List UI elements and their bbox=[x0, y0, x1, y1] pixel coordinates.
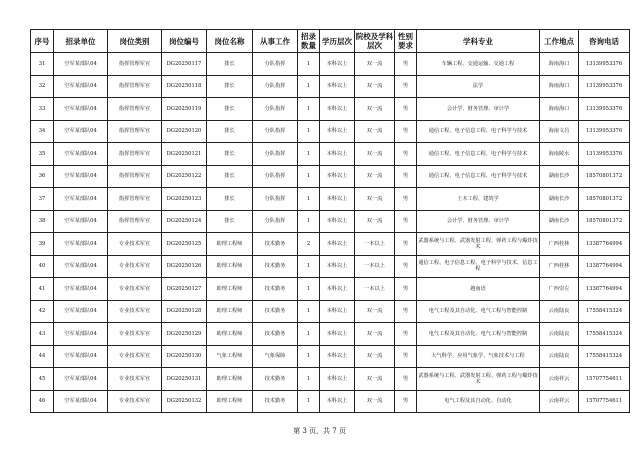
cell-post-name: 排长 bbox=[207, 75, 253, 98]
cell-location: 海南海口 bbox=[540, 75, 579, 98]
table-row bbox=[31, 165, 630, 188]
cell-education: 本科以上 bbox=[320, 210, 355, 233]
cell-gender: 男 bbox=[395, 143, 417, 166]
header-index: 序号 bbox=[31, 30, 54, 53]
cell-post-category: 指挥管理军官 bbox=[108, 75, 162, 98]
cell-school-level: 双一流 bbox=[355, 98, 395, 121]
cell-work: 技术勤务 bbox=[253, 390, 298, 413]
cell-index: 34 bbox=[31, 120, 54, 143]
cell-quantity: 1 bbox=[298, 255, 320, 278]
header-location: 工作地点 bbox=[540, 30, 579, 53]
cell-quantity: 1 bbox=[298, 278, 320, 301]
cell-location: 海南文昌 bbox=[540, 120, 579, 143]
cell-unit: 空军某部队04 bbox=[54, 53, 108, 76]
cell-phone: 18570801372 bbox=[579, 188, 630, 211]
cell-index: 44 bbox=[31, 345, 54, 368]
recruitment-table-page bbox=[30, 29, 630, 413]
cell-quantity: 1 bbox=[298, 390, 320, 413]
cell-post-category: 指挥管理军官 bbox=[108, 98, 162, 121]
table-row bbox=[31, 233, 630, 256]
cell-quantity: 1 bbox=[298, 98, 320, 121]
cell-major: 通信工程、电子信息工程、电子科学与技术 bbox=[417, 165, 540, 188]
cell-quantity: 1 bbox=[298, 188, 320, 211]
cell-post-code: DG20250123 bbox=[162, 188, 207, 211]
table-row bbox=[31, 278, 630, 301]
cell-unit: 空军某部队04 bbox=[54, 210, 108, 233]
cell-major: 法学 bbox=[417, 75, 540, 98]
cell-location: 海南陵水 bbox=[540, 143, 579, 166]
cell-post-category: 专业技术军官 bbox=[108, 345, 162, 368]
cell-index: 41 bbox=[31, 278, 54, 301]
cell-post-code: DG20250128 bbox=[162, 300, 207, 323]
cell-unit: 空军某部队04 bbox=[54, 323, 108, 346]
cell-gender: 男 bbox=[395, 368, 417, 391]
cell-index: 32 bbox=[31, 75, 54, 98]
cell-education: 本科以上 bbox=[320, 323, 355, 346]
cell-work: 技术勤务 bbox=[253, 278, 298, 301]
cell-post-code: DG20250120 bbox=[162, 120, 207, 143]
cell-post-name: 排长 bbox=[207, 165, 253, 188]
cell-post-name: 助理工程师 bbox=[207, 323, 253, 346]
cell-work: 分队指挥 bbox=[253, 75, 298, 98]
cell-location: 湖南长沙 bbox=[540, 165, 579, 188]
cell-post-name: 助理工程师 bbox=[207, 278, 253, 301]
cell-unit: 空军某部队04 bbox=[54, 368, 108, 391]
cell-post-name: 排长 bbox=[207, 53, 253, 76]
cell-post-category: 指挥管理军官 bbox=[108, 53, 162, 76]
cell-school-level: 双一流 bbox=[355, 323, 395, 346]
cell-phone: 13139953376 bbox=[579, 120, 630, 143]
cell-major: 土木工程、建筑学 bbox=[417, 188, 540, 211]
cell-index: 37 bbox=[31, 188, 54, 211]
table-row bbox=[31, 53, 630, 76]
table-row bbox=[31, 210, 630, 233]
cell-post-code: DG20250118 bbox=[162, 75, 207, 98]
table-row bbox=[31, 75, 630, 98]
cell-location: 海南海口 bbox=[540, 53, 579, 76]
cell-work: 气象保障 bbox=[253, 345, 298, 368]
cell-school-level: 双一流 bbox=[355, 210, 395, 233]
cell-post-category: 专业技术军官 bbox=[108, 368, 162, 391]
cell-post-code: DG20250117 bbox=[162, 53, 207, 76]
cell-phone: 13387764994 bbox=[579, 233, 630, 256]
cell-post-code: DG20250127 bbox=[162, 278, 207, 301]
cell-unit: 空军某部队04 bbox=[54, 165, 108, 188]
table-body bbox=[31, 53, 630, 413]
cell-major: 车辆工程、交通运输、交通工程 bbox=[417, 53, 540, 76]
cell-school-level: 双一流 bbox=[355, 390, 395, 413]
cell-unit: 空军某部队04 bbox=[54, 255, 108, 278]
table-row bbox=[31, 368, 630, 391]
cell-quantity: 1 bbox=[298, 53, 320, 76]
table-row bbox=[31, 255, 630, 278]
cell-index: 43 bbox=[31, 323, 54, 346]
page-footer: 第 3 页，共 7 页 bbox=[293, 427, 346, 435]
cell-education: 本科以上 bbox=[320, 120, 355, 143]
cell-post-code: DG20250124 bbox=[162, 210, 207, 233]
cell-work: 分队指挥 bbox=[253, 165, 298, 188]
cell-education: 本科以上 bbox=[320, 278, 355, 301]
cell-unit: 空军某部队04 bbox=[54, 143, 108, 166]
table-row bbox=[31, 390, 630, 413]
table-row bbox=[31, 120, 630, 143]
cell-major: 电气工程及其自动化、电气工程与智能控制 bbox=[417, 323, 540, 346]
cell-gender: 男 bbox=[395, 390, 417, 413]
cell-post-name: 助理工程师 bbox=[207, 233, 253, 256]
cell-major: 电气工程及其自动化、电气工程与智能控制 bbox=[417, 300, 540, 323]
cell-gender: 男 bbox=[395, 98, 417, 121]
cell-post-code: DG20250132 bbox=[162, 390, 207, 413]
table-row bbox=[31, 188, 630, 211]
cell-post-code: DG20250126 bbox=[162, 255, 207, 278]
cell-gender: 男 bbox=[395, 210, 417, 233]
cell-school-level: 一本以上 bbox=[355, 255, 395, 278]
cell-index: 40 bbox=[31, 255, 54, 278]
cell-post-category: 专业技术军官 bbox=[108, 323, 162, 346]
header-quantity: 招录数量 bbox=[298, 30, 320, 53]
cell-post-category: 专业技术军官 bbox=[108, 390, 162, 413]
cell-quantity: 1 bbox=[298, 165, 320, 188]
cell-post-code: DG20250119 bbox=[162, 98, 207, 121]
cell-phone: 15707754611 bbox=[579, 368, 630, 391]
cell-unit: 空军某部队04 bbox=[54, 75, 108, 98]
cell-location: 广西桂林 bbox=[540, 255, 579, 278]
cell-quantity: 1 bbox=[298, 300, 320, 323]
cell-index: 31 bbox=[31, 53, 54, 76]
cell-school-level: 双一流 bbox=[355, 368, 395, 391]
cell-school-level: 双一流 bbox=[355, 53, 395, 76]
cell-index: 35 bbox=[31, 143, 54, 166]
cell-phone: 13139953376 bbox=[579, 143, 630, 166]
cell-education: 本科以上 bbox=[320, 75, 355, 98]
header-post-category: 岗位类别 bbox=[108, 30, 162, 53]
cell-major: 武器系统与工程、武器发射工程、弹药工程与爆炸技术 bbox=[417, 233, 540, 256]
cell-index: 42 bbox=[31, 300, 54, 323]
cell-phone: 18570801372 bbox=[579, 210, 630, 233]
cell-post-name: 排长 bbox=[207, 210, 253, 233]
cell-work: 分队指挥 bbox=[253, 120, 298, 143]
cell-post-name: 助理工程师 bbox=[207, 300, 253, 323]
cell-quantity: 1 bbox=[298, 143, 320, 166]
cell-major: 会计学、财务管理、审计学 bbox=[417, 98, 540, 121]
cell-gender: 男 bbox=[395, 300, 417, 323]
cell-gender: 男 bbox=[395, 323, 417, 346]
cell-post-category: 专业技术军官 bbox=[108, 278, 162, 301]
cell-post-category: 指挥管理军官 bbox=[108, 165, 162, 188]
cell-work: 分队指挥 bbox=[253, 210, 298, 233]
cell-major: 武器系统与工程、武器发射工程、弹药工程与爆炸技术 bbox=[417, 368, 540, 391]
cell-post-code: DG20250125 bbox=[162, 233, 207, 256]
cell-work: 技术勤务 bbox=[253, 323, 298, 346]
cell-major: 通信工程、电子信息工程、电子科学与技术、信息工程 bbox=[417, 255, 540, 278]
cell-location: 湖南长沙 bbox=[540, 188, 579, 211]
cell-post-category: 指挥管理军官 bbox=[108, 120, 162, 143]
cell-post-code: DG20250131 bbox=[162, 368, 207, 391]
cell-unit: 空军某部队04 bbox=[54, 233, 108, 256]
cell-work: 技术勤务 bbox=[253, 255, 298, 278]
cell-major: 电气工程及其自动化、自动化 bbox=[417, 390, 540, 413]
cell-gender: 男 bbox=[395, 53, 417, 76]
cell-index: 46 bbox=[31, 390, 54, 413]
cell-location: 云南陆良 bbox=[540, 345, 579, 368]
cell-gender: 男 bbox=[395, 188, 417, 211]
cell-unit: 空军某部队04 bbox=[54, 120, 108, 143]
cell-post-name: 排长 bbox=[207, 188, 253, 211]
cell-quantity: 1 bbox=[298, 368, 320, 391]
cell-gender: 男 bbox=[395, 255, 417, 278]
cell-education: 本科以上 bbox=[320, 368, 355, 391]
table-row bbox=[31, 345, 630, 368]
cell-gender: 男 bbox=[395, 233, 417, 256]
cell-post-name: 排长 bbox=[207, 120, 253, 143]
cell-work: 分队指挥 bbox=[253, 53, 298, 76]
cell-quantity: 1 bbox=[298, 323, 320, 346]
header-gender: 性别要求 bbox=[395, 30, 417, 53]
cell-education: 本科以上 bbox=[320, 165, 355, 188]
table-row bbox=[31, 98, 630, 121]
header-unit: 招录单位 bbox=[54, 30, 108, 53]
cell-unit: 空军某部队04 bbox=[54, 345, 108, 368]
cell-post-name: 排长 bbox=[207, 143, 253, 166]
table-header-row bbox=[31, 30, 630, 53]
cell-school-level: 双一流 bbox=[355, 75, 395, 98]
cell-phone: 13387764994 bbox=[579, 278, 630, 301]
cell-school-level: 双一流 bbox=[355, 165, 395, 188]
cell-index: 39 bbox=[31, 233, 54, 256]
header-major: 学科专业 bbox=[417, 30, 540, 53]
cell-index: 33 bbox=[31, 98, 54, 121]
cell-gender: 男 bbox=[395, 75, 417, 98]
cell-major: 通信工程、电子信息工程、电子科学与技术 bbox=[417, 143, 540, 166]
cell-unit: 空军某部队04 bbox=[54, 188, 108, 211]
cell-post-code: DG20250121 bbox=[162, 143, 207, 166]
cell-unit: 空军某部队04 bbox=[54, 98, 108, 121]
cell-phone: 18570801372 bbox=[579, 165, 630, 188]
cell-index: 38 bbox=[31, 210, 54, 233]
cell-location: 云南祥云 bbox=[540, 390, 579, 413]
cell-post-category: 指挥管理军官 bbox=[108, 188, 162, 211]
cell-school-level: 双一流 bbox=[355, 143, 395, 166]
cell-school-level: 一本以上 bbox=[355, 278, 395, 301]
cell-school-level: 双一流 bbox=[355, 300, 395, 323]
cell-post-name: 排长 bbox=[207, 98, 253, 121]
table-row bbox=[31, 300, 630, 323]
table-row bbox=[31, 143, 630, 166]
cell-work: 分队指挥 bbox=[253, 143, 298, 166]
cell-phone: 13139953376 bbox=[579, 75, 630, 98]
cell-phone: 15707754611 bbox=[579, 390, 630, 413]
cell-unit: 空军某部队04 bbox=[54, 278, 108, 301]
cell-location: 海南海口 bbox=[540, 98, 579, 121]
cell-school-level: 双一流 bbox=[355, 188, 395, 211]
cell-phone: 17558415324 bbox=[579, 345, 630, 368]
cell-school-level: 一本以上 bbox=[355, 233, 395, 256]
cell-phone: 13139953376 bbox=[579, 98, 630, 121]
cell-quantity: 1 bbox=[298, 345, 320, 368]
cell-gender: 男 bbox=[395, 345, 417, 368]
header-post-name: 岗位名称 bbox=[207, 30, 253, 53]
header-post-code: 岗位编号 bbox=[162, 30, 207, 53]
cell-location: 湖南长沙 bbox=[540, 210, 579, 233]
cell-post-category: 指挥管理军官 bbox=[108, 210, 162, 233]
cell-post-category: 指挥管理军官 bbox=[108, 143, 162, 166]
cell-location: 云南祥云 bbox=[540, 368, 579, 391]
cell-education: 本科以上 bbox=[320, 255, 355, 278]
cell-unit: 空军某部队04 bbox=[54, 300, 108, 323]
header-school-level: 院校及学科层次 bbox=[355, 30, 395, 53]
cell-education: 本科以上 bbox=[320, 300, 355, 323]
cell-major: 越南语 bbox=[417, 278, 540, 301]
recruitment-table bbox=[30, 29, 630, 413]
cell-unit: 空军某部队04 bbox=[54, 390, 108, 413]
cell-work: 技术勤务 bbox=[253, 300, 298, 323]
cell-post-code: DG20250129 bbox=[162, 323, 207, 346]
cell-gender: 男 bbox=[395, 120, 417, 143]
header-work: 从事工作 bbox=[253, 30, 298, 53]
cell-location: 云南陆良 bbox=[540, 323, 579, 346]
header-phone: 咨询电话 bbox=[579, 30, 630, 53]
table-row bbox=[31, 323, 630, 346]
cell-quantity: 1 bbox=[298, 210, 320, 233]
cell-post-name: 助理工程师 bbox=[207, 255, 253, 278]
cell-location: 广西崇左 bbox=[540, 278, 579, 301]
cell-quantity: 2 bbox=[298, 233, 320, 256]
cell-phone: 13387764994 bbox=[579, 255, 630, 278]
cell-education: 本科以上 bbox=[320, 143, 355, 166]
cell-gender: 男 bbox=[395, 165, 417, 188]
cell-post-category: 专业技术军官 bbox=[108, 255, 162, 278]
cell-post-category: 专业技术军官 bbox=[108, 233, 162, 256]
cell-phone: 17558415324 bbox=[579, 300, 630, 323]
cell-phone: 17558415324 bbox=[579, 323, 630, 346]
cell-education: 本科以上 bbox=[320, 390, 355, 413]
cell-phone: 13139953376 bbox=[579, 53, 630, 76]
cell-education: 本科以上 bbox=[320, 345, 355, 368]
cell-index: 45 bbox=[31, 368, 54, 391]
cell-gender: 男 bbox=[395, 278, 417, 301]
cell-post-category: 专业技术军官 bbox=[108, 300, 162, 323]
cell-work: 分队指挥 bbox=[253, 98, 298, 121]
cell-education: 本科以上 bbox=[320, 98, 355, 121]
cell-post-name: 助理工程师 bbox=[207, 368, 253, 391]
header-education: 学历层次 bbox=[320, 30, 355, 53]
cell-post-code: DG20250122 bbox=[162, 165, 207, 188]
cell-major: 通信工程、电子信息工程、电子科学与技术 bbox=[417, 120, 540, 143]
cell-work: 分队指挥 bbox=[253, 188, 298, 211]
cell-education: 本科以上 bbox=[320, 53, 355, 76]
cell-quantity: 1 bbox=[298, 120, 320, 143]
cell-major: 会计学、财务管理、审计学 bbox=[417, 210, 540, 233]
cell-education: 本科以上 bbox=[320, 188, 355, 211]
cell-education: 本科以上 bbox=[320, 233, 355, 256]
cell-work: 技术勤务 bbox=[253, 233, 298, 256]
cell-school-level: 双一流 bbox=[355, 345, 395, 368]
cell-school-level: 双一流 bbox=[355, 120, 395, 143]
cell-post-name: 助理工程师 bbox=[207, 390, 253, 413]
cell-post-code: DG20250130 bbox=[162, 345, 207, 368]
cell-location: 广西桂林 bbox=[540, 233, 579, 256]
cell-post-name: 气象工程师 bbox=[207, 345, 253, 368]
cell-quantity: 1 bbox=[298, 75, 320, 98]
cell-location: 云南陆良 bbox=[540, 300, 579, 323]
cell-work: 技术勤务 bbox=[253, 368, 298, 391]
cell-index: 36 bbox=[31, 165, 54, 188]
cell-major: 大气科学、应用气象学、气象技术与工程 bbox=[417, 345, 540, 368]
